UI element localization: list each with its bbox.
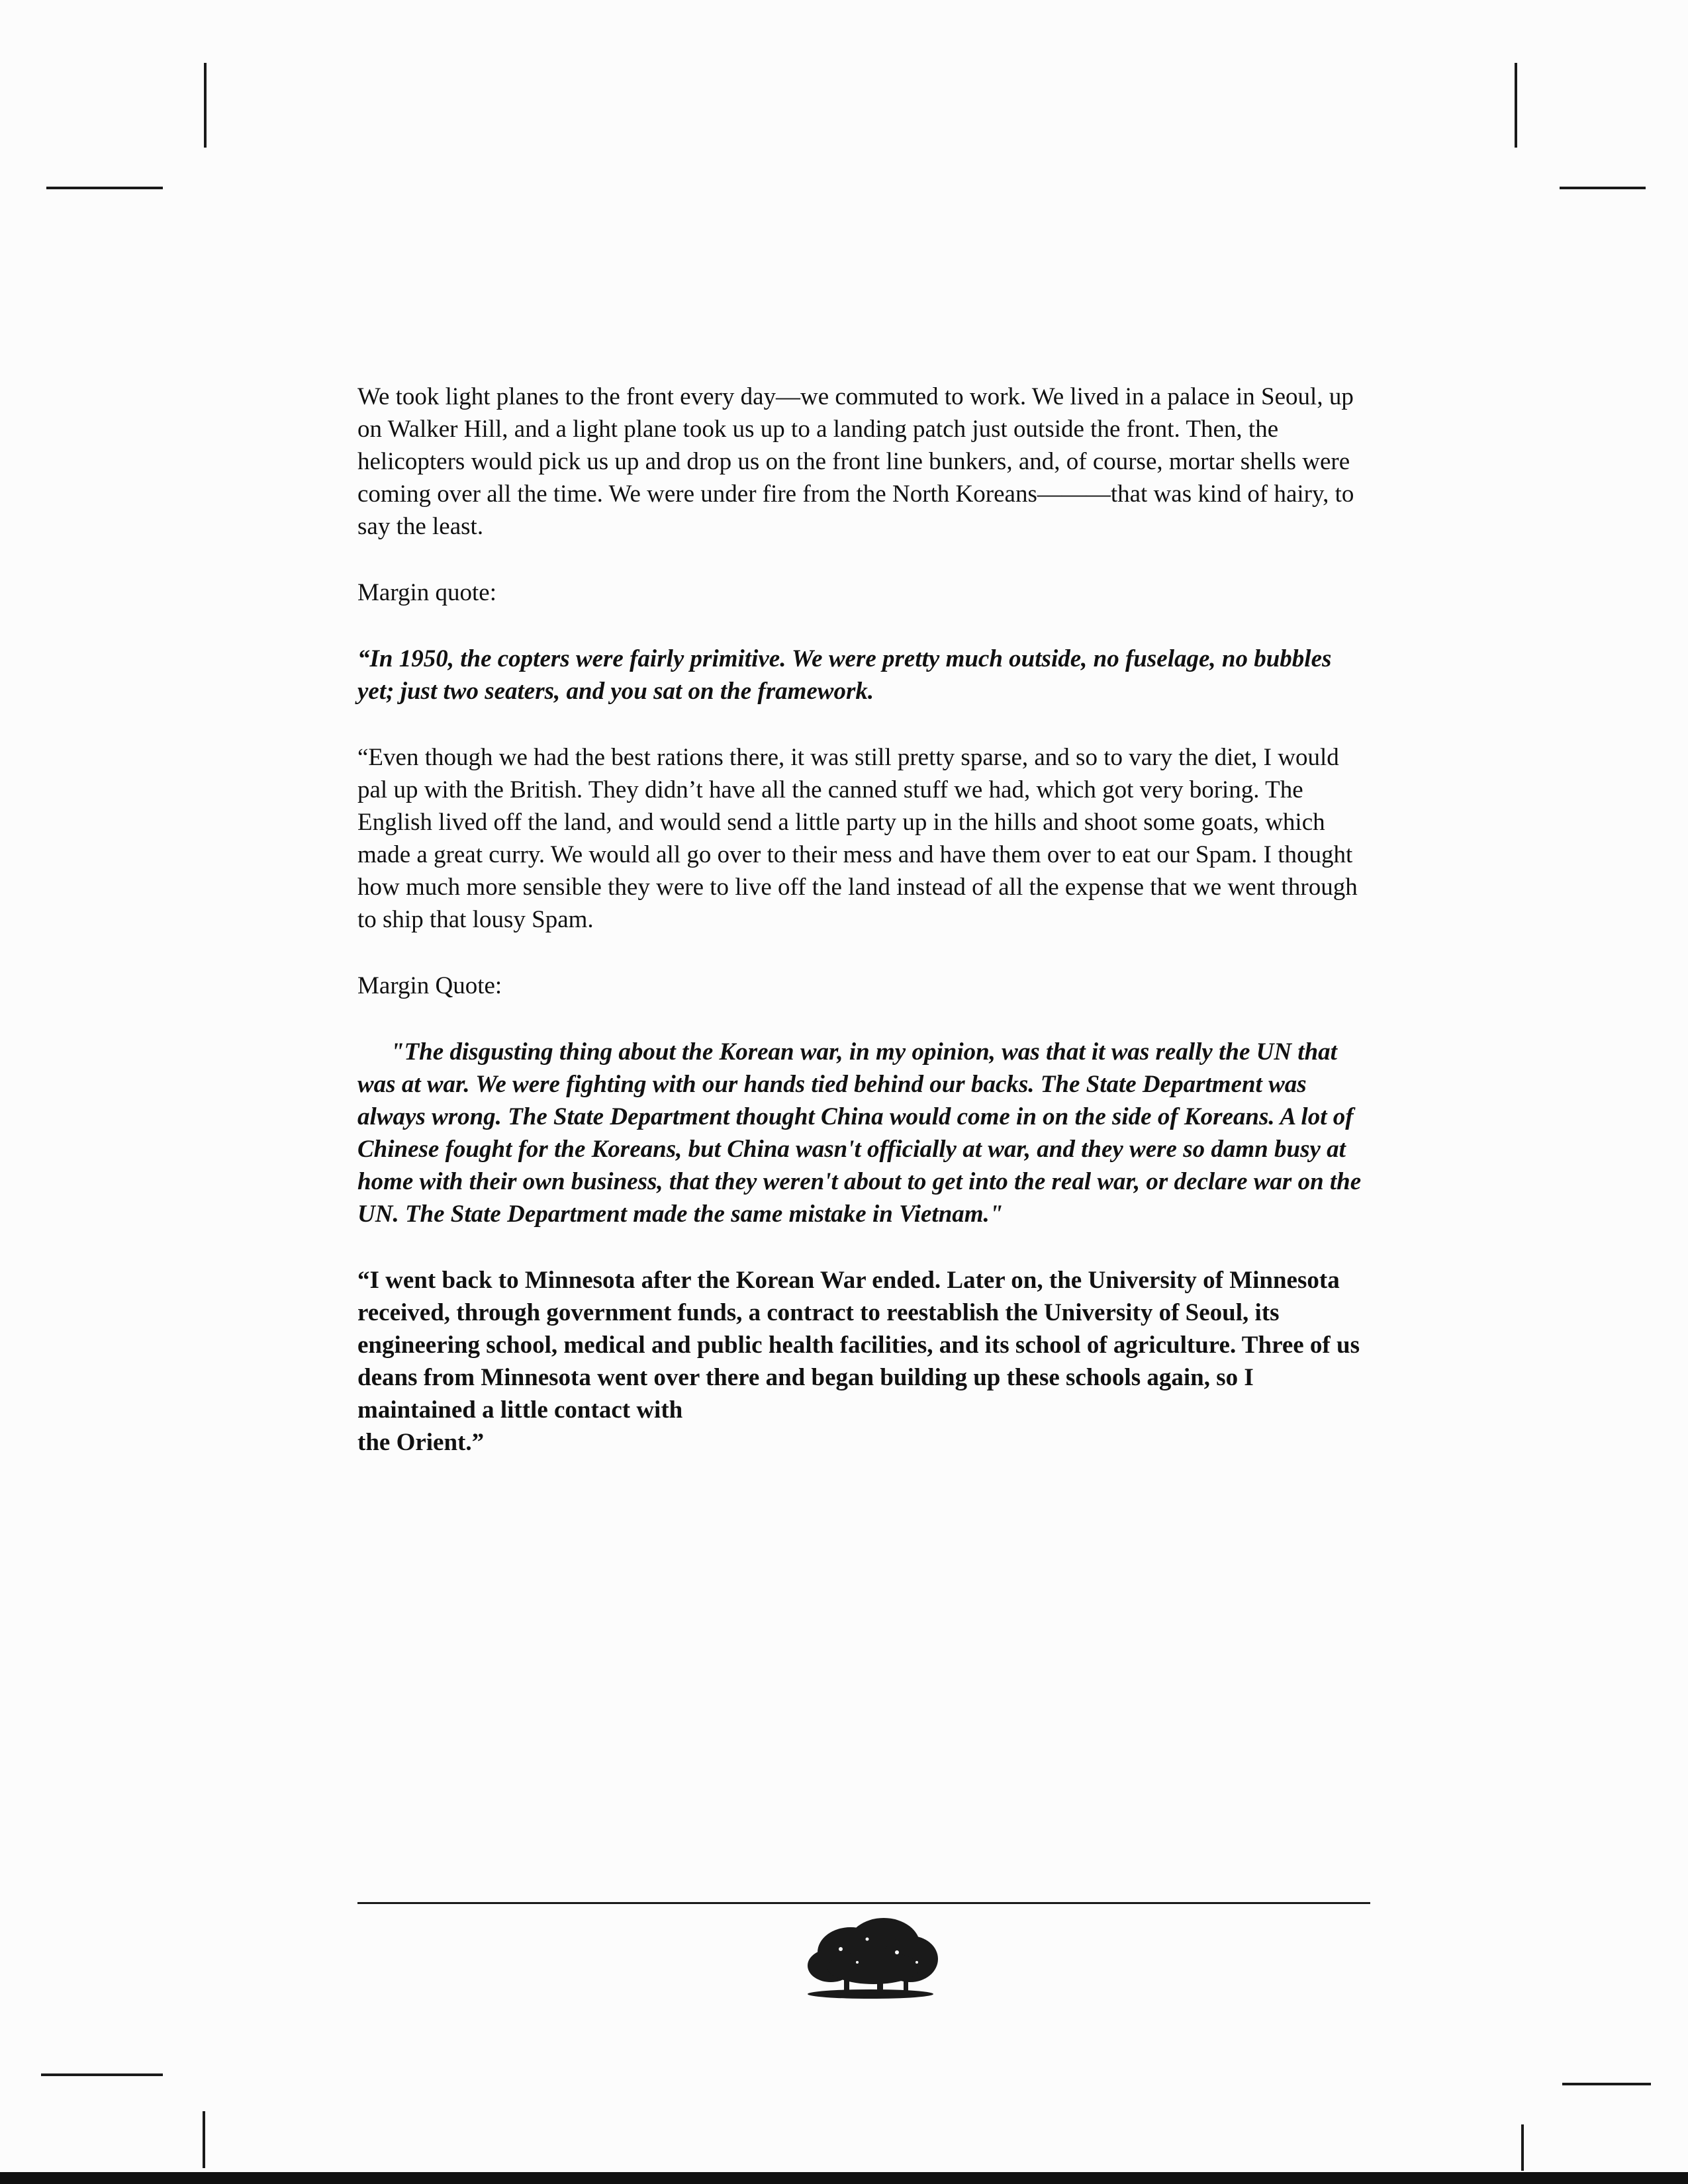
crop-mark-bottom-right-horizontal [1562,2083,1651,2085]
footer-rule [357,1902,1370,1904]
paragraph-2: “Even though we had the best rations there, it was still pretty sparse, and so to vary the diet, I would pal up with the British. They didn’t have all the canned stuff we had, which got very boring. The English lived off the land, and would send a little party up in the hills and shoot some goats, which made a great curry. We would all go over to their mess and have them over to eat our Spam. I thought how much more sensible they were to live off the land instead of all the expense that we went through to ship that lousy Spam. [357,744,1358,933]
paragraph-1: We took light planes to the front every day—we commuted to work. We lived in a palace in Seoul, up on Walker Hill, and a light plane took us up to a landing patch just outside the front. Then, the helicopters would pick us up and drop us on the front line bunkers, and, of course, mortar shells were coming over all the time. We were under fire from the North Koreans———that was kind of hairy, to say the least. [357,383,1354,540]
crop-mark-top-right-horizontal [1560,187,1646,189]
margin-quote-label-1: Margin quote: [357,579,496,606]
paragraph-3 [357,1264,1364,1459]
margin-quote-2: "The disgusting thing about the Korean war, in my opinion, was that it was really the UN that was at war. We were fighting with our hands tied behind our backs. The State Department was always wrong. The State Department thought China would come in on the side of Koreans. A lot of Chinese fought for the Koreans, but China wasn't officially at war, and they were so damn busy at home with their own business, that they weren't about to get into the real war, or declare war on the UN. The State Department made the same mistake in Vietnam." [357,1038,1362,1228]
crop-mark-bottom-left-horizontal [41,2073,163,2076]
crop-mark-bottom-left-vertical [203,2111,205,2168]
crop-mark-top-left-vertical [204,63,207,148]
document-body [357,381,1364,1459]
margin-quote-label-2: Margin Quote: [357,972,502,999]
margin-quote-1: “In 1950, the copters were fairly primitive. We were pretty much outside, no fuselage, no bubbles yet; just two seaters, and you sat on the framework. [357,645,1332,705]
scan-bottom-edge [0,2172,1688,2184]
tree-logo-icon [804,1916,943,2005]
paragraph-3-end: the Orient.” [357,1429,485,1456]
crop-mark-top-right-vertical [1515,63,1517,148]
crop-mark-top-left-horizontal [46,187,163,189]
crop-mark-bottom-right-vertical [1521,2124,1524,2171]
paragraph-3-text: “I went back to Minnesota after the Korean War ended. Later on, the University of Minnesota received, through government funds, a contract to reestablish the University of Seoul, its engineering school, medical and public health facilities, and its school of agriculture. Three of us deans from Minnesota went over there and began building up these schools again, so I maintained a little contact with [357,1267,1360,1424]
